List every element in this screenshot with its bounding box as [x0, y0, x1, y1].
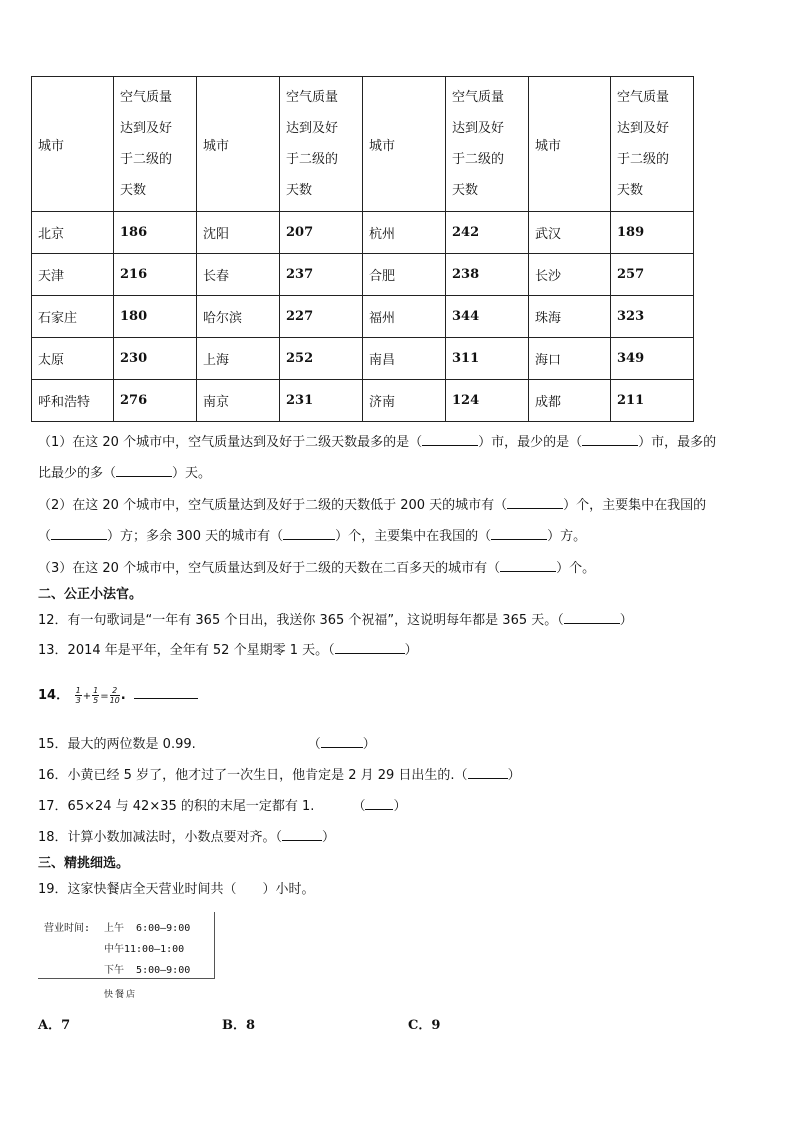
city-cell: 南昌: [363, 338, 446, 380]
question-18: 18．计算小数加减法时，小数点要对齐。（ ）: [38, 830, 336, 845]
answer-blank[interactable]: [134, 686, 198, 699]
air-quality-table: [31, 76, 694, 422]
answer-blank[interactable]: [283, 527, 335, 540]
fraction: $\frac{1}{3}$: [75, 686, 81, 705]
table-row: [32, 380, 694, 422]
city-cell: 上海: [197, 338, 280, 380]
answer-blank[interactable]: [365, 797, 393, 810]
question-12: 12．有一句歌词是“一年有 365 个日出，我送你 365 个祝福”，这说明每年都是 365 天。（ ）: [38, 613, 633, 628]
answer-blank[interactable]: [422, 433, 478, 446]
answer-blank[interactable]: [468, 766, 508, 779]
days-cell: 237: [280, 254, 363, 296]
city-cell: 杭州: [363, 212, 446, 254]
question-17: 17．65×24 与 42×35 的积的末尾一定都有 1. （ ）: [38, 799, 407, 814]
store-caption: 快餐店: [104, 990, 138, 1000]
days-cell: 186: [114, 212, 197, 254]
city-cell: 太原: [32, 338, 114, 380]
question-14: 14． $\frac{1}{3}$ + $\frac{1}{5}$ = $\frac{2}{10}$ .: [38, 684, 198, 705]
days-cell: 349: [611, 338, 694, 380]
question-13: 13．2014 年是平年，全年有 52 个星期零 1 天。（ ）: [38, 643, 418, 658]
days-cell: 231: [280, 380, 363, 422]
fraction: $\frac{2}{10}$: [109, 686, 120, 705]
days-cell: 230: [114, 338, 197, 380]
table-header-row: [32, 77, 694, 212]
days-cell: 180: [114, 296, 197, 338]
header-days: 空气质量 达到及好 于二级的 天数: [280, 77, 363, 212]
answer-blank[interactable]: [282, 828, 322, 841]
answer-blank[interactable]: [335, 641, 405, 654]
hours-row: 下午 5:00—9:00: [104, 965, 191, 976]
days-cell: 238: [446, 254, 529, 296]
question-19: 19．这家快餐店全天营业时间共（ ）小时。: [38, 882, 315, 897]
days-cell: 242: [446, 212, 529, 254]
answer-blank[interactable]: [116, 464, 172, 477]
days-cell: 323: [611, 296, 694, 338]
city-cell: 南京: [197, 380, 280, 422]
fraction: $\frac{1}{5}$: [93, 686, 99, 705]
table-row: [32, 296, 694, 338]
days-cell: 189: [611, 212, 694, 254]
option-b[interactable]: B．8: [222, 1018, 256, 1033]
header-city: 城市: [32, 77, 114, 212]
question-16: 16．小黄已经 5 岁了，他才过了一次生日，他肯定是 2 月 29 日出生的.（ ）: [38, 768, 521, 783]
header-days: 空气质量 达到及好 于二级的 天数: [114, 77, 197, 212]
city-cell: 沈阳: [197, 212, 280, 254]
days-cell: 344: [446, 296, 529, 338]
hours-row: 中午11:00—1:00: [104, 944, 185, 955]
days-cell: 207: [280, 212, 363, 254]
city-cell: 石家庄: [32, 296, 114, 338]
city-cell: 海口: [529, 338, 611, 380]
answer-blank[interactable]: [321, 735, 363, 748]
city-cell: 呼和浩特: [32, 380, 114, 422]
days-cell: 257: [611, 254, 694, 296]
header-days: 空气质量 达到及好 于二级的 天数: [446, 77, 529, 212]
option-c[interactable]: C．9: [408, 1018, 441, 1033]
question-1-line-2: 比最少的多（ ）天。: [38, 466, 212, 481]
city-cell: 济南: [363, 380, 446, 422]
header-city: 城市: [529, 77, 611, 212]
business-hours-sign: [38, 912, 215, 979]
answer-blank[interactable]: [500, 559, 556, 572]
days-cell: 211: [611, 380, 694, 422]
days-cell: 311: [446, 338, 529, 380]
header-city: 城市: [197, 77, 280, 212]
header-days: 空气质量 达到及好 于二级的 天数: [611, 77, 694, 212]
table-row: [32, 212, 694, 254]
city-cell: 哈尔滨: [197, 296, 280, 338]
question-15: 15．最大的两位数是 0.99. （ ）: [38, 737, 376, 752]
city-cell: 北京: [32, 212, 114, 254]
hours-row: 上午 6:00—9:00: [104, 923, 191, 934]
city-cell: 珠海: [529, 296, 611, 338]
section-3-heading: 三、精挑细选。: [38, 856, 130, 871]
section-2-heading: 二、公正小法官。: [38, 587, 143, 602]
city-cell: 武汉: [529, 212, 611, 254]
answer-blank[interactable]: [564, 611, 620, 624]
header-city: 城市: [363, 77, 446, 212]
days-cell: 252: [280, 338, 363, 380]
table-row: [32, 338, 694, 380]
city-cell: 长沙: [529, 254, 611, 296]
answer-blank[interactable]: [51, 527, 107, 540]
answer-blank[interactable]: [507, 496, 563, 509]
city-cell: 成都: [529, 380, 611, 422]
table-row: [32, 254, 694, 296]
answer-blank[interactable]: [582, 433, 638, 446]
question-3: （3）在这 20 个城市中，空气质量达到及好于二级的天数在二百多天的城市有（ ）个。: [38, 561, 596, 576]
days-cell: 227: [280, 296, 363, 338]
question-2-line-2: （ ）方；多余 300 天的城市有（ ）个，主要集中在我国的（ ）方。: [38, 529, 587, 544]
city-cell: 天津: [32, 254, 114, 296]
days-cell: 216: [114, 254, 197, 296]
hours-label: 营业时间:: [44, 923, 91, 934]
question-1-line-1: （1）在这 20 个城市中，空气质量达到及好于二级天数最多的是（ ）市，最少的是（ ）市，最多的: [38, 435, 717, 450]
option-a[interactable]: A．7: [38, 1018, 71, 1033]
question-2-line-1: （2）在这 20 个城市中，空气质量达到及好于二级的天数低于 200 天的城市有（ ）个，主要集中在我国的: [38, 498, 707, 513]
days-cell: 124: [446, 380, 529, 422]
city-cell: 福州: [363, 296, 446, 338]
days-cell: 276: [114, 380, 197, 422]
city-cell: 合肥: [363, 254, 446, 296]
city-cell: 长春: [197, 254, 280, 296]
answer-blank[interactable]: [491, 527, 547, 540]
